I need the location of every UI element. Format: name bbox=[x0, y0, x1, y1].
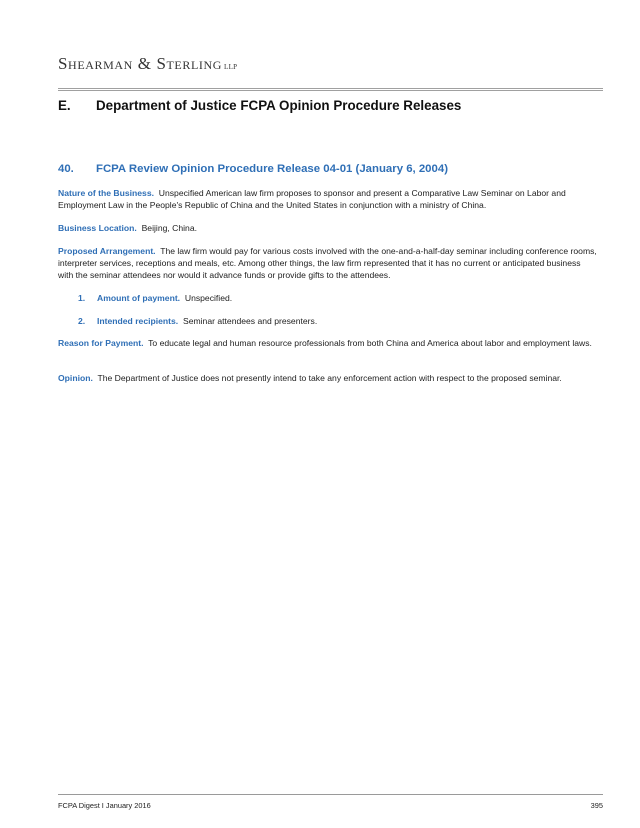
item-label: Intended recipients. bbox=[97, 316, 179, 326]
list-item bbox=[78, 315, 598, 327]
release-heading bbox=[58, 163, 603, 175]
release-number: 40. bbox=[58, 163, 74, 175]
arrangement-paragraph bbox=[58, 245, 598, 281]
firm-name: Shearman & Sterling bbox=[58, 54, 223, 73]
reason-text: To educate legal and human resource professionals from both China and America about labor and employment laws. bbox=[148, 338, 592, 348]
item-number: 1. bbox=[78, 293, 86, 303]
nature-label: Nature of the Business. bbox=[58, 188, 154, 198]
nature-paragraph bbox=[58, 187, 598, 211]
firm-logo bbox=[58, 54, 237, 74]
firm-suffix: LLP bbox=[224, 63, 238, 71]
section-heading bbox=[58, 98, 603, 113]
nature-text: Unspecified American law firm proposes to sponsor and present a Comparative Law Seminar on Labor and Employment Law in the People's Republic of China and the United States in conjunction with a ministry of China. bbox=[58, 188, 566, 210]
arrangement-text: The law firm would pay for various costs involved with the one-and-a-half-day seminar including conference rooms, interpreter services, receptions and meals, etc. Among other things, the law firm represented that it has no current or anticipated business with the seminar attendees nor would it advance funds or provide gifts to the attendees. bbox=[58, 246, 597, 280]
page-number: 395 bbox=[590, 801, 603, 810]
item-number: 2. bbox=[78, 316, 86, 326]
reason-paragraph bbox=[58, 337, 598, 349]
location-label: Business Location. bbox=[58, 223, 137, 233]
reason-label: Reason for Payment. bbox=[58, 338, 144, 348]
arrangement-label: Proposed Arrangement. bbox=[58, 246, 156, 256]
item-text: Seminar attendees and presenters. bbox=[182, 316, 318, 326]
list-item bbox=[78, 292, 598, 304]
item-text: Unspecified. bbox=[184, 293, 233, 303]
header-rule bbox=[58, 88, 603, 91]
opinion-label: Opinion. bbox=[58, 373, 93, 383]
section-number: E. bbox=[58, 98, 71, 113]
opinion-paragraph bbox=[58, 372, 598, 384]
location-paragraph bbox=[58, 222, 598, 234]
release-title: FCPA Review Opinion Procedure Release 04-01 (January 6, 2004) bbox=[96, 163, 448, 175]
footer-rule bbox=[58, 794, 603, 795]
section-title: Department of Justice FCPA Opinion Procedure Releases bbox=[96, 98, 462, 113]
location-text: Beijing, China. bbox=[141, 223, 197, 233]
item-label: Amount of payment. bbox=[97, 293, 181, 303]
opinion-text: The Department of Justice does not presently intend to take any enforcement action with respect to the proposed seminar. bbox=[97, 373, 562, 383]
footer-publication: FCPA Digest I January 2016 bbox=[58, 801, 151, 810]
